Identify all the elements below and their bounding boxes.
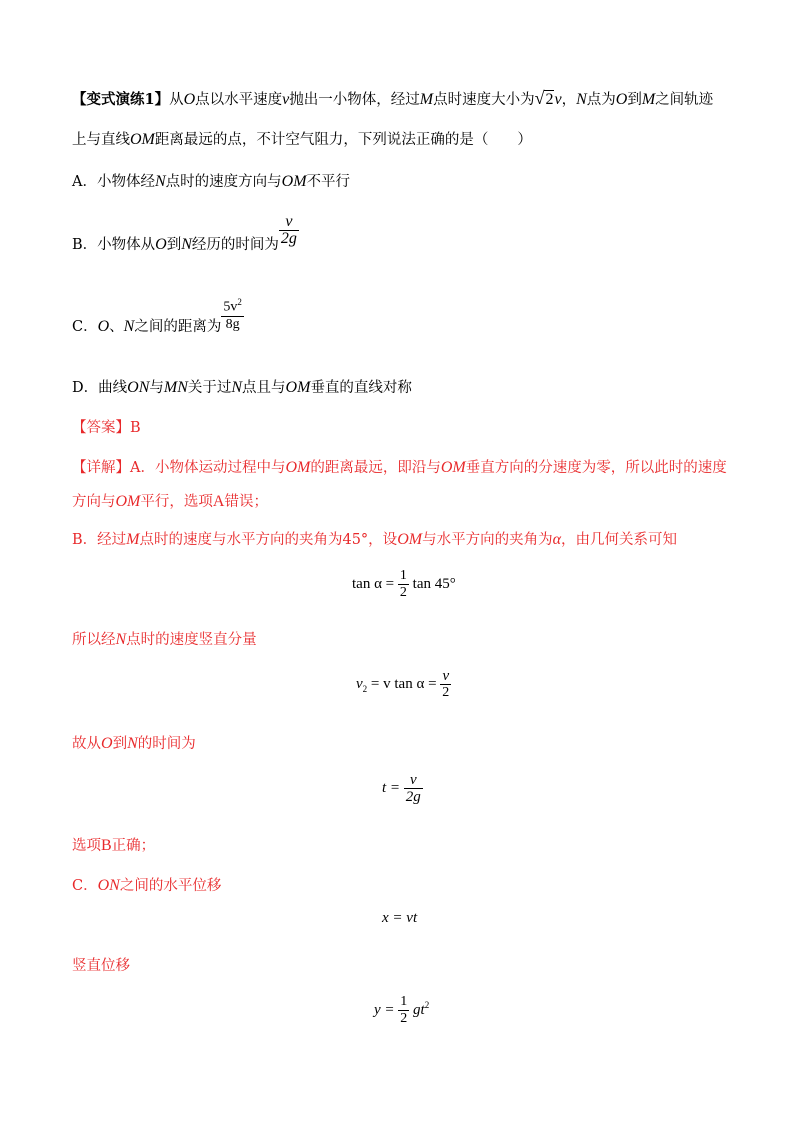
answer-label: 【答案】B [72,420,141,436]
question-line-2: 上与直线OM距离最远的点，不计空气阻力，下列说法正确的是（ ） [72,131,532,148]
detail-line-6: 选项B正确； [72,837,156,854]
option-b-fraction: $\frac{v}{2g}$ [280,213,297,247]
sqrt-two: √2 [534,88,554,108]
equation-tan-alpha: tan α = $\frac{1}{2}$ tan 45° [352,568,456,600]
equation-horizontal-displacement: x = vt [382,910,418,926]
detail-line-7: C．ON之间的水平位移 [72,877,222,894]
question-line-1: 【变式演练1】从O点以水平速度v抛出一小物体，经过M点时速度大小为√2v，N点为O到M之间轨迹 [72,88,714,108]
detail-line-1: 【详解】A．小物体运动过程中与OM的距离最远，即沿与OM垂直方向的分速度为零，所以此时的速度 [72,459,727,476]
option-c: C．O、N之间的距离为 $\frac{5v^2}{8g}$ [72,310,244,344]
option-b: B．小物体从O到N经历的时间为 $\frac{v}{2g}$ [72,213,297,253]
option-c-fraction: $\frac{5v^2}{8g}$ [221,294,244,333]
option-d: D．曲线ON与MN关于过N点且与OM垂直的直线对称 [72,379,412,396]
equation-vertical-velocity: $v_2 = v$ tan α = $\frac{v}{2}$ [356,668,450,700]
equation-time: t = $\frac{v}{2g}$ [382,772,421,805]
detail-line-4: 所以经N点时的速度竖直分量 [72,631,257,648]
equation-vertical-displacement: y = $\frac{1}{2}$ $gt^2$ [374,994,430,1026]
detail-line-3: B．经过M点时的速度与水平方向的夹角为45°，设OM与水平方向的夹角为α，由几何关系可知 [72,531,677,548]
question-tag: 【变式演练1】 [72,91,170,108]
detail-line-8: 竖直位移 [72,958,130,974]
detail-line-5: 故从O到N的时间为 [72,735,196,752]
detail-line-2: 方向与OM平行，选项A错误； [72,493,268,510]
option-a: A．小物体经N点时的速度方向与OM不平行 [72,173,351,190]
